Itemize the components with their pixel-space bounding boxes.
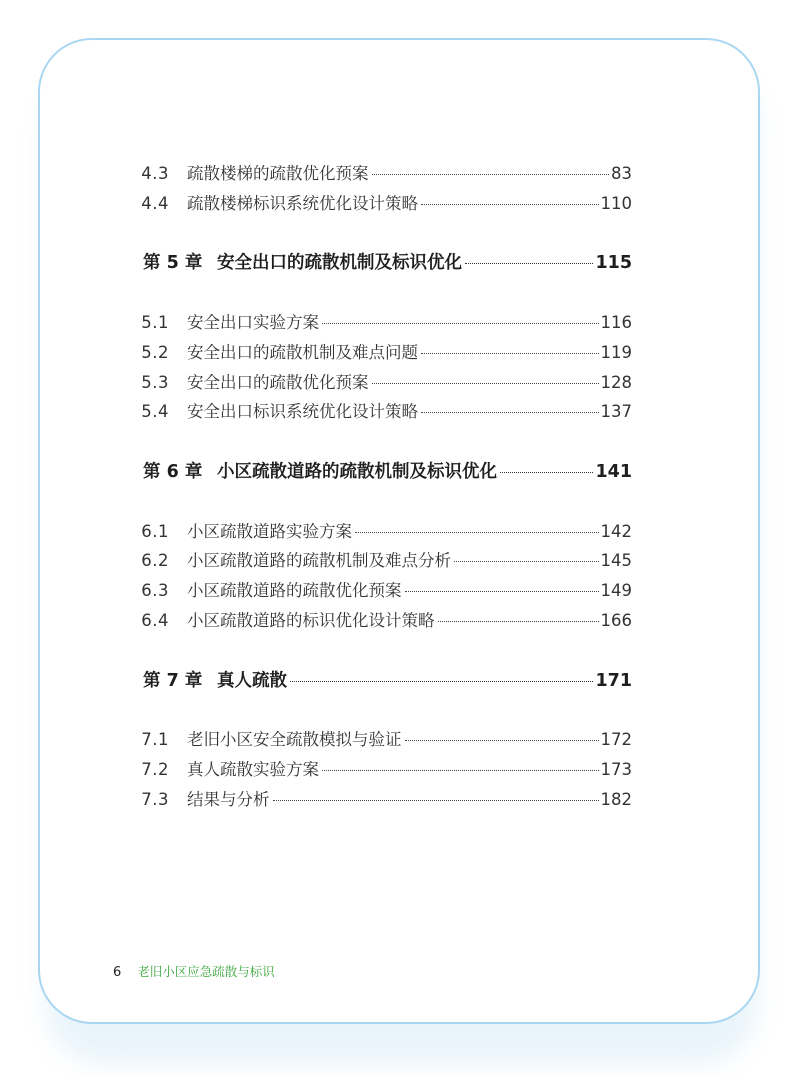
section-title: 小区疏散道路的疏散机制及难点分析 (187, 551, 451, 570)
page-number: 116 (600, 313, 632, 332)
page-number: 172 (600, 730, 632, 749)
section-title: 老旧小区安全疏散模拟与验证 (187, 730, 402, 749)
section-number: 6.1 (141, 522, 169, 541)
chapter-number: 第 6 章 (143, 462, 203, 482)
page-number: 83 (611, 164, 632, 183)
dot-leader (372, 174, 610, 175)
page-number: 166 (600, 611, 632, 630)
dot-leader (500, 472, 593, 473)
section-title: 真人疏散实验方案 (187, 760, 319, 779)
toc-section-6-2[interactable] (0, 547, 632, 571)
section-title: 结果与分析 (187, 790, 270, 809)
footer-book-title: 老旧小区应急疏散与标识 (137, 964, 275, 979)
toc-section-7-2[interactable] (0, 756, 632, 780)
page-number: 141 (595, 462, 632, 482)
section-number: 4.4 (141, 194, 169, 213)
dot-leader (454, 561, 599, 562)
section-number: 7.1 (141, 730, 169, 749)
dot-leader (421, 204, 599, 205)
section-number: 5.3 (141, 373, 169, 392)
toc-section-5-1[interactable] (0, 309, 632, 333)
chapter-title: 真人疏散 (217, 671, 287, 691)
page-footer (113, 962, 275, 980)
section-title: 小区疏散道路的疏散优化预案 (187, 581, 402, 600)
dot-leader (405, 591, 599, 592)
page-number: 145 (600, 551, 632, 570)
section-title: 安全出口的疏散优化预案 (187, 373, 369, 392)
dot-leader (421, 412, 599, 413)
dot-leader (405, 740, 599, 741)
page-number: 137 (600, 402, 632, 421)
toc-section-5-3[interactable] (0, 369, 632, 393)
page-number: 173 (600, 760, 632, 779)
section-number: 5.1 (141, 313, 169, 332)
dot-leader (465, 263, 593, 264)
section-title: 安全出口标识系统优化设计策略 (187, 402, 418, 421)
section-number: 5.4 (141, 402, 169, 421)
section-title: 安全出口实验方案 (187, 313, 319, 332)
toc-chapter-6[interactable] (0, 458, 632, 483)
page-number: 119 (600, 343, 632, 362)
dot-leader (355, 532, 599, 533)
section-title: 安全出口的疏散机制及难点问题 (187, 343, 418, 362)
section-title: 疏散楼梯标识系统优化设计策略 (187, 194, 418, 213)
section-number: 6.2 (141, 551, 169, 570)
dot-leader (322, 770, 599, 771)
chapter-title: 安全出口的疏散机制及标识优化 (217, 253, 462, 273)
page-number: 115 (595, 253, 632, 273)
page-number: 149 (600, 581, 632, 600)
dot-leader (273, 800, 599, 801)
page-number: 110 (600, 194, 632, 213)
toc-section-6-3[interactable] (0, 577, 632, 601)
page-number: 182 (600, 790, 632, 809)
section-number: 7.2 (141, 760, 169, 779)
section-title: 疏散楼梯的疏散优化预案 (187, 164, 369, 183)
section-number: 7.3 (141, 790, 169, 809)
toc-section-6-1[interactable] (0, 518, 632, 542)
chapter-title: 小区疏散道路的疏散机制及标识优化 (217, 462, 497, 482)
toc-chapter-5[interactable] (0, 249, 632, 274)
section-number: 4.3 (141, 164, 169, 183)
page-number: 128 (600, 373, 632, 392)
section-title: 小区疏散道路实验方案 (187, 522, 352, 541)
dot-leader (421, 353, 599, 354)
chapter-number: 第 7 章 (143, 671, 203, 691)
page-number: 171 (595, 671, 632, 691)
toc-section-5-2[interactable] (0, 339, 632, 363)
section-number: 5.2 (141, 343, 169, 362)
dot-leader (372, 383, 599, 384)
dot-leader (322, 323, 599, 324)
toc-section-7-3[interactable] (0, 786, 632, 810)
toc-section-6-4[interactable] (0, 607, 632, 631)
toc-section-7-1[interactable] (0, 726, 632, 750)
toc-chapter-7[interactable] (0, 667, 632, 692)
section-number: 6.3 (141, 581, 169, 600)
dot-leader (290, 681, 593, 682)
footer-page-number: 6 (113, 965, 122, 980)
section-title: 小区疏散道路的标识优化设计策略 (187, 611, 435, 630)
dot-leader (438, 621, 599, 622)
toc-section-5-4[interactable] (0, 398, 632, 422)
chapter-number: 第 5 章 (143, 253, 203, 273)
toc-section-4-4[interactable] (0, 190, 632, 214)
section-number: 6.4 (141, 611, 169, 630)
toc-section-4-3[interactable] (0, 160, 632, 184)
page-number: 142 (600, 522, 632, 541)
